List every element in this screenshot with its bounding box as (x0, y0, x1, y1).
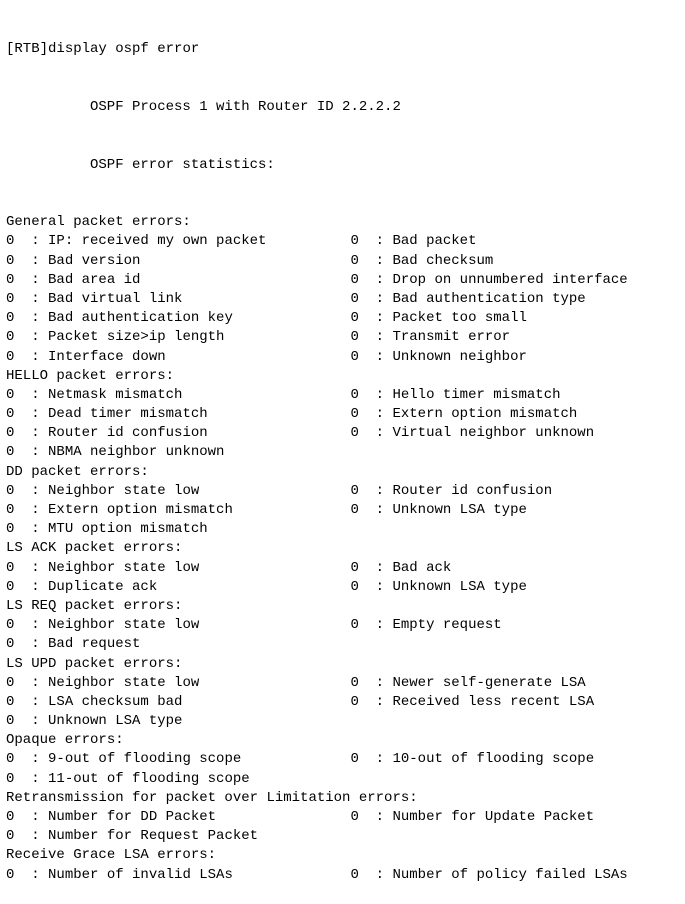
count-label-separator: : (358, 617, 393, 634)
count-label-separator: : (14, 617, 49, 634)
error-label: Neighbor state low (48, 559, 200, 576)
error-count: 0 (6, 559, 15, 576)
count-label-separator: : (14, 713, 49, 730)
error-label: Hello timer mismatch (392, 386, 561, 403)
cli-prompt: [RTB] (6, 41, 49, 58)
count-label-separator: : (14, 310, 49, 327)
error-cell (6, 750, 350, 769)
error-label: Neighbor state low (48, 674, 200, 691)
error-label: Bad checksum (392, 252, 494, 269)
section-title: General packet errors: (6, 214, 191, 231)
error-count: 0 (350, 425, 359, 442)
error-count: 0 (6, 751, 15, 768)
error-count: 0 (350, 674, 359, 691)
error-label: Virtual neighbor unknown (392, 425, 595, 442)
error-count: 0 (6, 425, 15, 442)
error-row (6, 443, 685, 462)
error-cell (350, 808, 594, 827)
error-count: 0 (6, 617, 15, 634)
error-row (6, 290, 685, 309)
count-label-separator: : (14, 271, 49, 288)
error-cell (6, 693, 350, 712)
error-row (6, 386, 685, 405)
count-label-separator: : (358, 866, 393, 883)
error-count: 0 (6, 674, 15, 691)
error-cell (6, 309, 350, 328)
section-title: DD packet errors: (6, 463, 149, 480)
error-cell (6, 290, 350, 309)
error-cell (350, 290, 585, 309)
error-cell (350, 578, 526, 597)
count-label-separator: : (14, 406, 49, 423)
ospf-process-header: OSPF Process 1 with Router ID 2.2.2.2 (90, 99, 401, 115)
error-label: Unknown LSA type (392, 578, 527, 595)
error-count: 0 (350, 290, 359, 307)
error-cell (6, 328, 350, 347)
error-label: LSA checksum bad (48, 693, 183, 710)
error-label: Bad version (48, 252, 141, 269)
error-label: Interface down (48, 348, 166, 365)
error-count: 0 (6, 271, 15, 288)
error-label: Neighbor state low (48, 482, 200, 499)
error-row (6, 693, 685, 712)
error-cell (6, 578, 350, 597)
section-title: HELLO packet errors: (6, 367, 175, 384)
error-label: Extern option mismatch (392, 406, 578, 423)
error-cell (350, 309, 526, 328)
error-label: 10-out of flooding scope (392, 751, 595, 768)
error-cell (350, 424, 594, 443)
error-count: 0 (350, 329, 359, 346)
error-cell (6, 616, 350, 635)
error-cell (6, 827, 258, 846)
error-row (6, 808, 685, 827)
error-row (6, 635, 685, 654)
count-label-separator: : (358, 502, 393, 518)
error-label: Unknown neighbor (392, 348, 527, 365)
error-cell (6, 712, 182, 731)
count-label-separator: : (14, 770, 49, 787)
error-count: 0 (350, 617, 359, 634)
error-count: 0 (6, 770, 15, 787)
error-label: Unknown LSA type (392, 502, 527, 518)
error-row (6, 328, 685, 347)
error-cell (6, 482, 350, 501)
section-title: LS UPD packet errors: (6, 655, 183, 672)
count-label-separator: : (358, 425, 393, 442)
error-cell (6, 501, 350, 520)
count-label-separator: : (14, 674, 49, 691)
error-label: Bad authentication type (392, 290, 586, 307)
error-row (6, 424, 685, 443)
error-label: Number for Update Packet (392, 809, 595, 825)
error-row (6, 559, 685, 578)
error-cell (6, 348, 350, 367)
count-label-separator: : (14, 559, 49, 576)
error-cell (350, 386, 560, 405)
error-label: Empty request (392, 617, 502, 634)
error-count: 0 (350, 233, 359, 250)
error-cell (6, 443, 224, 462)
error-row (6, 827, 685, 846)
error-count: 0 (6, 329, 15, 346)
error-row (6, 770, 685, 789)
error-count: 0 (6, 828, 15, 845)
count-label-separator: : (14, 866, 49, 883)
error-count: 0 (6, 866, 15, 883)
error-cell (350, 693, 594, 712)
error-count: 0 (350, 751, 359, 768)
error-cell (6, 635, 140, 654)
error-cell (350, 482, 552, 501)
error-count: 0 (350, 559, 359, 576)
count-label-separator: : (14, 233, 49, 250)
error-count: 0 (6, 310, 15, 327)
error-count: 0 (6, 636, 15, 653)
count-label-separator: : (358, 559, 393, 576)
error-count: 0 (6, 521, 15, 538)
error-label: Extern option mismatch (48, 502, 233, 518)
count-label-separator: : (14, 809, 49, 825)
error-row (6, 271, 685, 290)
error-count: 0 (350, 271, 359, 288)
error-label: Number of invalid LSAs (48, 866, 233, 883)
error-count: 0 (350, 310, 359, 327)
error-cell (6, 232, 350, 251)
error-cell (350, 616, 501, 635)
error-cell (6, 674, 350, 693)
section-title: LS ACK packet errors: (6, 540, 183, 557)
error-cell (6, 405, 350, 424)
count-label-separator: : (14, 521, 49, 538)
error-label: IP: received my own packet (48, 233, 267, 250)
error-label: Netmask mismatch (48, 386, 183, 403)
count-label-separator: : (14, 329, 49, 346)
error-count: 0 (6, 482, 15, 499)
error-cell (6, 252, 350, 271)
error-label: Bad virtual link (48, 290, 183, 307)
error-row (6, 252, 685, 271)
error-cell (6, 808, 350, 827)
error-cell (350, 271, 627, 290)
error-count: 0 (6, 502, 15, 518)
count-label-separator: : (14, 290, 49, 307)
error-cell (350, 866, 627, 885)
error-row (6, 309, 685, 328)
error-label: Number for Request Packet (48, 828, 259, 845)
count-label-separator: : (358, 252, 393, 269)
error-cell (350, 328, 510, 347)
error-cell (6, 424, 350, 443)
error-row (6, 674, 685, 693)
error-row (6, 866, 685, 885)
error-row (6, 578, 685, 597)
error-row (6, 520, 685, 539)
error-label: Newer self-generate LSA (392, 674, 586, 691)
error-row (6, 750, 685, 769)
count-label-separator: : (358, 751, 393, 768)
error-count: 0 (350, 502, 359, 518)
section-title: Opaque errors: (6, 732, 124, 749)
count-label-separator: : (358, 329, 393, 346)
error-label: Duplicate ack (48, 578, 158, 595)
count-label-separator: : (14, 425, 49, 442)
error-cell (350, 501, 526, 520)
error-label: 11-out of flooding scope (48, 770, 250, 787)
error-count: 0 (6, 713, 15, 730)
count-label-separator: : (14, 636, 49, 653)
error-count: 0 (6, 348, 15, 365)
error-cell (6, 559, 350, 578)
error-label: Dead timer mismatch (48, 406, 208, 423)
error-label: Bad area id (48, 271, 141, 288)
error-label: Bad ack (392, 559, 452, 576)
error-count: 0 (350, 809, 359, 825)
cli-command: display ospf error (48, 41, 200, 58)
error-count: 0 (350, 406, 359, 423)
error-label: Bad request (48, 636, 141, 653)
error-row (6, 348, 685, 367)
error-cell (6, 770, 250, 789)
error-row (6, 616, 685, 635)
error-count: 0 (6, 406, 15, 423)
count-label-separator: : (14, 828, 49, 845)
count-label-separator: : (14, 444, 49, 461)
count-label-separator: : (14, 693, 49, 710)
count-label-separator: : (358, 406, 393, 423)
error-label: Packet too small (392, 310, 527, 327)
error-cell (350, 405, 577, 424)
error-count: 0 (350, 252, 359, 269)
error-row (6, 712, 685, 731)
section-title: LS REQ packet errors: (6, 597, 183, 614)
error-count: 0 (6, 693, 15, 710)
error-row (6, 405, 685, 424)
error-label: NBMA neighbor unknown (48, 444, 225, 461)
error-label: Number for DD Packet (48, 809, 217, 825)
count-label-separator: : (358, 233, 393, 250)
ospf-statistics-header: OSPF error statistics: (90, 156, 275, 173)
count-label-separator: : (358, 674, 393, 691)
error-count: 0 (6, 444, 15, 461)
count-label-separator: : (14, 386, 49, 403)
error-count: 0 (350, 386, 359, 403)
count-label-separator: : (358, 310, 393, 327)
error-label: Neighbor state low (48, 617, 200, 634)
error-cell (6, 866, 350, 885)
error-cell (350, 232, 476, 251)
error-cell (6, 271, 350, 290)
error-label: Number of policy failed LSAs (392, 866, 628, 883)
count-label-separator: : (14, 578, 49, 595)
error-count: 0 (6, 578, 15, 595)
error-label: Bad packet (392, 233, 477, 250)
error-count: 0 (350, 866, 359, 883)
error-label: Unknown LSA type (48, 713, 183, 730)
count-label-separator: : (358, 578, 393, 595)
error-cell (350, 348, 526, 367)
error-label: Bad authentication key (48, 310, 233, 327)
error-label: Received less recent LSA (392, 693, 595, 710)
error-count: 0 (6, 290, 15, 307)
error-label: MTU option mismatch (48, 521, 208, 538)
error-label: Router id confusion (48, 425, 208, 442)
error-count: 0 (350, 482, 359, 499)
count-label-separator: : (358, 290, 393, 307)
error-row (6, 501, 685, 520)
error-cell (350, 559, 451, 578)
error-count: 0 (6, 233, 15, 250)
section-title: Retransmission for packet over Limitation errors: (6, 789, 418, 806)
count-label-separator: : (14, 751, 49, 768)
error-label: Drop on unnumbered interface (392, 271, 628, 288)
count-label-separator: : (358, 386, 393, 403)
error-row (6, 232, 685, 251)
error-count: 0 (6, 809, 15, 825)
count-label-separator: : (358, 271, 393, 288)
error-cell (350, 750, 594, 769)
count-label-separator: : (358, 809, 393, 825)
count-label-separator: : (14, 482, 49, 499)
error-count: 0 (350, 578, 359, 595)
count-label-separator: : (358, 693, 393, 710)
count-label-separator: : (358, 482, 393, 499)
error-cell (6, 386, 350, 405)
error-cell (350, 252, 493, 271)
count-label-separator: : (358, 348, 393, 365)
error-sections (6, 213, 685, 885)
error-label: Transmit error (392, 329, 511, 346)
error-count: 0 (350, 693, 359, 710)
error-count: 0 (6, 386, 15, 403)
count-label-separator: : (14, 252, 49, 269)
error-count: 0 (350, 348, 359, 365)
error-label: Packet size>ip length (48, 329, 225, 346)
error-cell (350, 674, 585, 693)
error-label: Router id confusion (392, 482, 553, 499)
count-label-separator: : (14, 348, 49, 365)
count-label-separator: : (14, 502, 49, 518)
error-row (6, 482, 685, 501)
error-label: 9-out of flooding scope (48, 751, 242, 768)
error-cell (6, 520, 208, 539)
section-title: Receive Grace LSA errors: (6, 847, 217, 864)
command-line (6, 40, 685, 59)
error-count: 0 (6, 252, 15, 269)
